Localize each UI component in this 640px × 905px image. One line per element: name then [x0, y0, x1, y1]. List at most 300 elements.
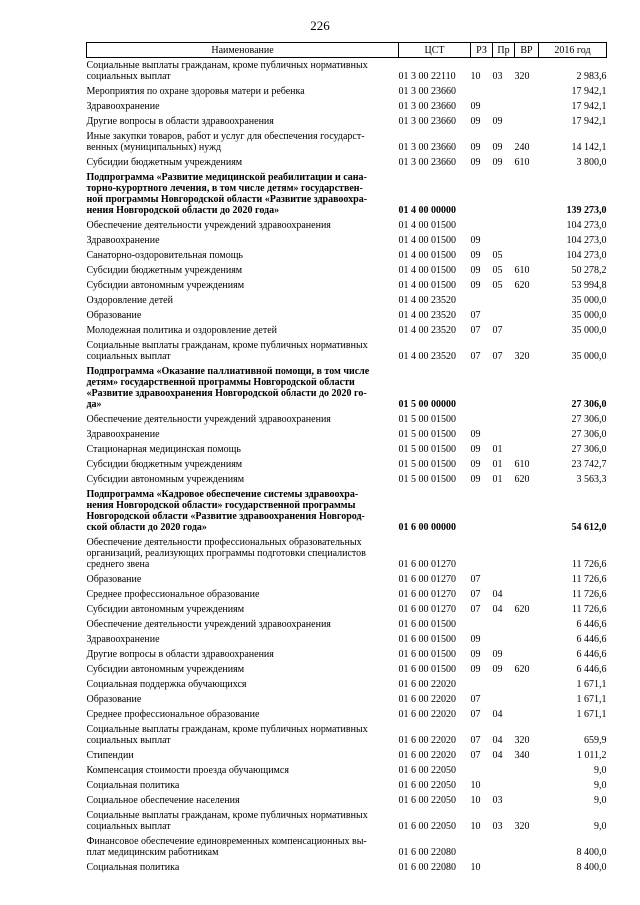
- row-rz: [471, 364, 493, 412]
- table-row: [87, 293, 607, 308]
- table-row: [87, 617, 607, 632]
- row-vr: 620: [514, 280, 530, 291]
- row-name: Субсидии автономным учреждениям: [86, 474, 245, 485]
- table-row: [87, 860, 607, 875]
- row-cst: 01 6 00 01270: [398, 574, 456, 585]
- row-rz: 10: [470, 71, 481, 82]
- row-vr: [515, 587, 539, 602]
- row-pr: 09: [492, 664, 503, 675]
- row-rz: 07: [470, 604, 481, 615]
- table-row: [87, 834, 607, 860]
- row-vr: [515, 218, 539, 233]
- row-vr: 240: [514, 142, 530, 153]
- row-rz: 07: [470, 709, 481, 720]
- row-cst: 01 6 00 00000: [398, 522, 456, 533]
- row-name: Субсидии бюджетным учреждениям: [86, 265, 243, 276]
- row-vr: [515, 572, 539, 587]
- row-pr: 04: [492, 709, 503, 720]
- row-vr: [515, 535, 539, 572]
- row-cst: 01 6 00 22080: [398, 862, 456, 873]
- row-cst: 01 3 00 23660: [398, 116, 456, 127]
- row-name: Другие вопросы в области здравоохранения: [86, 116, 274, 127]
- table-row: [87, 218, 607, 233]
- row-pr: [493, 487, 515, 535]
- row-cst: 01 5 00 01500: [398, 414, 456, 425]
- header-cst: ЦСТ: [399, 43, 471, 58]
- row-amount: 50 278,2: [571, 265, 607, 276]
- row-name: Социальная политика: [86, 862, 180, 873]
- row-cst: 01 4 00 01500: [398, 265, 456, 276]
- row-pr: 07: [492, 351, 503, 362]
- row-name: Обеспечение деятельности учреждений здравоохранения: [86, 220, 331, 231]
- row-name: Социальная политика: [86, 780, 180, 791]
- table-row: [87, 572, 607, 587]
- row-pr: [493, 308, 515, 323]
- row-cst: 01 6 00 22050: [398, 780, 456, 791]
- table-row: [87, 487, 607, 535]
- row-amount: 9,0: [594, 765, 607, 776]
- row-cst: 01 6 00 01500: [398, 649, 456, 660]
- row-cst: 01 5 00 00000: [398, 399, 456, 410]
- table-row: [87, 692, 607, 707]
- row-amount: 139 273,0: [566, 205, 607, 216]
- row-vr: [515, 412, 539, 427]
- row-rz: 07: [470, 310, 481, 321]
- table-row: [87, 155, 607, 170]
- row-pr: 04: [492, 604, 503, 615]
- row-name: Социальные выплаты гражданам, кроме публичных нормативных социальных выплат: [86, 810, 368, 832]
- row-amount: 35 000,0: [571, 310, 607, 321]
- row-name: Обеспечение деятельности учреждений здравоохранения: [86, 414, 331, 425]
- row-name: Подпрограмма «Оказание паллиативной помощи, в том числе детям» государственной программы Новгородской области «Развитие здравоохранения Новгородской области до 2020 го- да»: [86, 366, 370, 410]
- row-rz: 10: [470, 821, 481, 832]
- row-name: Субсидии автономным учреждениям: [86, 604, 245, 615]
- row-pr: [493, 572, 515, 587]
- row-rz: 09: [470, 649, 481, 660]
- row-amount: 8 400,0: [576, 862, 607, 873]
- row-rz: [471, 834, 493, 860]
- row-pr: 03: [492, 795, 503, 806]
- row-rz: 09: [470, 142, 481, 153]
- row-rz: 07: [470, 735, 481, 746]
- row-amount: 1 671,1: [576, 679, 607, 690]
- row-vr: [515, 170, 539, 218]
- row-pr: 04: [492, 750, 503, 761]
- row-amount: 1 671,1: [576, 694, 607, 705]
- row-pr: [493, 860, 515, 875]
- row-name: Социальные выплаты гражданам, кроме публичных нормативных социальных выплат: [86, 60, 368, 82]
- row-name: Здравоохранение: [86, 429, 160, 440]
- header-name: Наименование: [87, 43, 399, 58]
- row-vr: [515, 84, 539, 99]
- row-pr: [493, 233, 515, 248]
- row-name: Другие вопросы в области здравоохранения: [86, 649, 274, 660]
- row-cst: 01 6 00 22080: [398, 847, 456, 858]
- row-rz: 09: [470, 101, 481, 112]
- budget-table: [86, 42, 607, 875]
- row-pr: 01: [492, 474, 503, 485]
- table-row: [87, 778, 607, 793]
- row-rz: [471, 293, 493, 308]
- row-name: Социальные выплаты гражданам, кроме публичных нормативных социальных выплат: [86, 724, 368, 746]
- row-amount: 6 446,6: [576, 664, 607, 675]
- row-rz: 09: [470, 280, 481, 291]
- row-amount: 3 800,0: [576, 157, 607, 168]
- table-row: [87, 647, 607, 662]
- row-rz: [471, 763, 493, 778]
- row-pr: [493, 834, 515, 860]
- row-cst: 01 3 00 23660: [398, 86, 456, 97]
- table-row: [87, 472, 607, 487]
- row-cst: 01 4 00 23520: [398, 351, 456, 362]
- row-amount: 659,9: [584, 735, 607, 746]
- table-row: [87, 129, 607, 155]
- row-rz: [471, 412, 493, 427]
- table-row: [87, 323, 607, 338]
- row-vr: [515, 632, 539, 647]
- row-amount: 27 306,0: [571, 399, 607, 410]
- row-amount: 2 983,6: [576, 71, 607, 82]
- row-amount: 9,0: [594, 821, 607, 832]
- row-cst: 01 6 00 22020: [398, 750, 456, 761]
- table-row: [87, 84, 607, 99]
- row-amount: 11 726,6: [571, 589, 607, 600]
- row-amount: 35 000,0: [571, 351, 607, 362]
- row-name: Молодежная политика и оздоровление детей: [86, 325, 278, 336]
- row-name: Иные закупки товаров, работ и услуг для обеспечения государст- венных (муниципальных) нужд: [86, 131, 365, 153]
- row-vr: 320: [514, 735, 530, 746]
- row-cst: 01 4 00 01500: [398, 235, 456, 246]
- row-cst: 01 4 00 23520: [398, 295, 456, 306]
- row-pr: [493, 84, 515, 99]
- row-cst: 01 6 00 22020: [398, 709, 456, 720]
- row-vr: 610: [514, 459, 530, 470]
- row-name: Оздоровление детей: [86, 295, 173, 306]
- row-name: Социальная поддержка обучающихся: [86, 679, 247, 690]
- row-pr: [493, 632, 515, 647]
- row-vr: [515, 233, 539, 248]
- row-amount: 27 306,0: [571, 414, 607, 425]
- row-amount: 17 942,1: [571, 101, 607, 112]
- page-number: 226: [310, 18, 330, 33]
- row-vr: 320: [514, 71, 530, 82]
- row-rz: 07: [470, 589, 481, 600]
- row-cst: 01 5 00 01500: [398, 474, 456, 485]
- row-vr: 340: [514, 750, 530, 761]
- row-cst: 01 5 00 01500: [398, 429, 456, 440]
- row-rz: 09: [470, 444, 481, 455]
- row-vr: [515, 778, 539, 793]
- header-rz: РЗ: [471, 43, 493, 58]
- row-vr: [515, 647, 539, 662]
- row-vr: [515, 707, 539, 722]
- row-amount: 17 942,1: [571, 116, 607, 127]
- row-amount: 11 726,6: [571, 559, 607, 570]
- row-name: Здравоохранение: [86, 235, 160, 246]
- row-pr: 01: [492, 444, 503, 455]
- row-name: Образование: [86, 694, 142, 705]
- row-name: Стационарная медицинская помощь: [86, 444, 241, 455]
- row-name: Социальное обеспечение населения: [86, 795, 240, 806]
- row-amount: 11 726,6: [571, 574, 607, 585]
- row-name: Подпрограмма «Развитие медицинской реабилитации и сана- торно-курортного лечения, в том числе детям» государствен- ной программы Новгородской области «Развитие здравоохра- нения Новгородской области до 2020 года»: [86, 172, 368, 216]
- table-row: [87, 722, 607, 748]
- row-amount: 104 273,0: [566, 250, 607, 261]
- row-amount: 3 563,3: [576, 474, 607, 485]
- row-name: Здравоохранение: [86, 101, 160, 112]
- row-cst: 01 6 00 01270: [398, 559, 456, 570]
- row-pr: [493, 692, 515, 707]
- row-rz: 07: [470, 325, 481, 336]
- row-name: Санаторно-оздоровительная помощь: [86, 250, 243, 261]
- row-pr: 04: [492, 735, 503, 746]
- row-pr: [493, 293, 515, 308]
- row-name: Субсидии бюджетным учреждениям: [86, 459, 243, 470]
- row-cst: 01 4 00 01500: [398, 220, 456, 231]
- row-vr: [515, 617, 539, 632]
- row-rz: 09: [470, 157, 481, 168]
- row-name: Среднее профессиональное образование: [86, 589, 260, 600]
- table-row: [87, 58, 607, 85]
- row-rz: [471, 170, 493, 218]
- row-cst: 01 3 00 23660: [398, 101, 456, 112]
- row-cst: 01 4 00 23520: [398, 325, 456, 336]
- row-vr: 620: [514, 604, 530, 615]
- row-cst: 01 6 00 01270: [398, 604, 456, 615]
- row-name: Подпрограмма «Кадровое обеспечение системы здравоохра- нения Новгородской области» государственной программы Новгородской области «Развитие здравоохранения Новгород- ской области до 2020 года»: [86, 489, 365, 533]
- table-row: [87, 748, 607, 763]
- row-vr: [515, 364, 539, 412]
- row-pr: 01: [492, 459, 503, 470]
- table-row: [87, 457, 607, 472]
- row-vr: [515, 677, 539, 692]
- table-row: [87, 602, 607, 617]
- table-row: [87, 170, 607, 218]
- row-amount: 6 446,6: [576, 619, 607, 630]
- row-rz: 10: [470, 862, 481, 873]
- row-vr: [515, 487, 539, 535]
- row-cst: 01 5 00 01500: [398, 459, 456, 470]
- row-vr: [515, 763, 539, 778]
- row-vr: [515, 323, 539, 338]
- row-name: Среднее профессиональное образование: [86, 709, 260, 720]
- row-cst: 01 6 00 22050: [398, 765, 456, 776]
- row-rz: 09: [470, 116, 481, 127]
- row-amount: 23 742,7: [571, 459, 607, 470]
- row-rz: 10: [470, 795, 481, 806]
- table-row: [87, 114, 607, 129]
- table-header-row: [87, 43, 607, 58]
- row-pr: [493, 677, 515, 692]
- row-amount: 27 306,0: [571, 429, 607, 440]
- row-pr: 05: [492, 280, 503, 291]
- table-row: [87, 677, 607, 692]
- row-pr: 03: [492, 71, 503, 82]
- table-row: [87, 412, 607, 427]
- row-name: Здравоохранение: [86, 634, 160, 645]
- row-rz: [471, 535, 493, 572]
- row-vr: 620: [514, 664, 530, 675]
- row-rz: [471, 617, 493, 632]
- row-amount: 104 273,0: [566, 220, 607, 231]
- table-row: [87, 587, 607, 602]
- row-pr: 04: [492, 589, 503, 600]
- header-pr: Пр: [493, 43, 515, 58]
- row-vr: [515, 860, 539, 875]
- row-rz: 09: [470, 459, 481, 470]
- row-vr: 620: [514, 474, 530, 485]
- row-rz: 09: [470, 429, 481, 440]
- row-name: Финансовое обеспечение единовременных компенсационных вы- плат медицинским работникам: [86, 836, 367, 858]
- row-cst: 01 6 00 22020: [398, 735, 456, 746]
- row-amount: 9,0: [594, 780, 607, 791]
- row-cst: 01 6 00 01270: [398, 589, 456, 600]
- row-rz: 09: [470, 250, 481, 261]
- row-pr: 09: [492, 116, 503, 127]
- row-name: Компенсация стоимости проезда обучающимся: [86, 765, 289, 776]
- row-pr: [493, 763, 515, 778]
- row-amount: 9,0: [594, 795, 607, 806]
- row-amount: 54 612,0: [571, 522, 607, 533]
- row-vr: [515, 427, 539, 442]
- row-rz: 09: [470, 664, 481, 675]
- table-row: [87, 308, 607, 323]
- row-vr: [515, 793, 539, 808]
- table-row: [87, 427, 607, 442]
- table-row: [87, 662, 607, 677]
- row-amount: 6 446,6: [576, 649, 607, 660]
- table-row: [87, 278, 607, 293]
- row-name: Обеспечение деятельности профессиональных образовательных организаций, реализующих программы подготовки специалистов среднего звена: [86, 537, 366, 570]
- row-amount: 11 726,6: [571, 604, 607, 615]
- row-rz: [471, 487, 493, 535]
- row-vr: [515, 834, 539, 860]
- row-pr: 09: [492, 649, 503, 660]
- row-name: Образование: [86, 310, 142, 321]
- row-pr: [493, 99, 515, 114]
- row-cst: 01 6 00 22050: [398, 795, 456, 806]
- row-pr: [493, 412, 515, 427]
- row-pr: [493, 535, 515, 572]
- row-amount: 35 000,0: [571, 295, 607, 306]
- row-rz: 09: [470, 235, 481, 246]
- row-cst: 01 6 00 01500: [398, 664, 456, 675]
- row-rz: [471, 84, 493, 99]
- row-pr: [493, 778, 515, 793]
- row-vr: 610: [514, 157, 530, 168]
- row-name: Стипендии: [86, 750, 134, 761]
- table-row: [87, 263, 607, 278]
- row-cst: 01 6 00 22050: [398, 821, 456, 832]
- row-name: Обеспечение деятельности учреждений здравоохранения: [86, 619, 331, 630]
- row-vr: [515, 248, 539, 263]
- row-vr: 320: [514, 821, 530, 832]
- row-pr: 05: [492, 265, 503, 276]
- row-vr: [515, 99, 539, 114]
- row-cst: 01 4 00 23520: [398, 310, 456, 321]
- row-amount: 35 000,0: [571, 325, 607, 336]
- row-rz: 09: [470, 265, 481, 276]
- row-cst: 01 4 00 01500: [398, 280, 456, 291]
- row-rz: 10: [470, 780, 481, 791]
- row-pr: 03: [492, 821, 503, 832]
- row-rz: 09: [470, 634, 481, 645]
- row-cst: 01 6 00 01500: [398, 619, 456, 630]
- row-cst: 01 4 00 00000: [398, 205, 456, 216]
- row-pr: [493, 617, 515, 632]
- row-pr: 07: [492, 325, 503, 336]
- row-amount: 104 273,0: [566, 235, 607, 246]
- row-vr: [515, 442, 539, 457]
- table-row: [87, 338, 607, 364]
- header-year: 2016 год: [539, 43, 607, 58]
- row-cst: 01 6 00 22020: [398, 694, 456, 705]
- row-pr: 09: [492, 142, 503, 153]
- row-vr: [515, 308, 539, 323]
- header-vr: ВР: [515, 43, 539, 58]
- row-name: Образование: [86, 574, 142, 585]
- table-row: [87, 364, 607, 412]
- row-cst: 01 6 00 22020: [398, 679, 456, 690]
- row-name: Субсидии автономным учреждениям: [86, 280, 245, 291]
- row-pr: [493, 364, 515, 412]
- table-row: [87, 763, 607, 778]
- row-cst: 01 4 00 01500: [398, 250, 456, 261]
- table-row: [87, 233, 607, 248]
- row-cst: 01 3 00 23660: [398, 157, 456, 168]
- row-pr: [493, 218, 515, 233]
- table-row: [87, 632, 607, 647]
- row-amount: 27 306,0: [571, 444, 607, 455]
- row-rz: 07: [470, 351, 481, 362]
- row-pr: 09: [492, 157, 503, 168]
- row-amount: 6 446,6: [576, 634, 607, 645]
- row-amount: 8 400,0: [576, 847, 607, 858]
- row-rz: 07: [470, 694, 481, 705]
- table-row: [87, 248, 607, 263]
- row-name: Субсидии бюджетным учреждениям: [86, 157, 243, 168]
- table-row: [87, 808, 607, 834]
- row-pr: [493, 170, 515, 218]
- table-row: [87, 535, 607, 572]
- row-rz: 07: [470, 574, 481, 585]
- row-amount: 14 142,1: [571, 142, 607, 153]
- row-vr: [515, 293, 539, 308]
- row-pr: 05: [492, 250, 503, 261]
- table-body: [87, 58, 607, 876]
- row-cst: 01 6 00 01500: [398, 634, 456, 645]
- row-amount: 1 011,2: [576, 750, 607, 761]
- row-vr: [515, 692, 539, 707]
- row-name: Социальные выплаты гражданам, кроме публичных нормативных социальных выплат: [86, 340, 368, 362]
- row-name: Субсидии автономным учреждениям: [86, 664, 245, 675]
- row-rz: 09: [470, 474, 481, 485]
- row-rz: [471, 677, 493, 692]
- row-rz: [471, 218, 493, 233]
- row-cst: 01 5 00 01500: [398, 444, 456, 455]
- row-cst: 01 3 00 22110: [398, 71, 456, 82]
- table-row: [87, 99, 607, 114]
- row-vr: [515, 114, 539, 129]
- row-cst: 01 3 00 23660: [398, 142, 456, 153]
- row-amount: 53 994,8: [571, 280, 607, 291]
- row-pr: [493, 427, 515, 442]
- row-amount: 1 671,1: [576, 709, 607, 720]
- row-amount: 17 942,1: [571, 86, 607, 97]
- row-vr: 320: [514, 351, 530, 362]
- row-name: Мероприятия по охране здоровья матери и ребенка: [86, 86, 305, 97]
- table-row: [87, 793, 607, 808]
